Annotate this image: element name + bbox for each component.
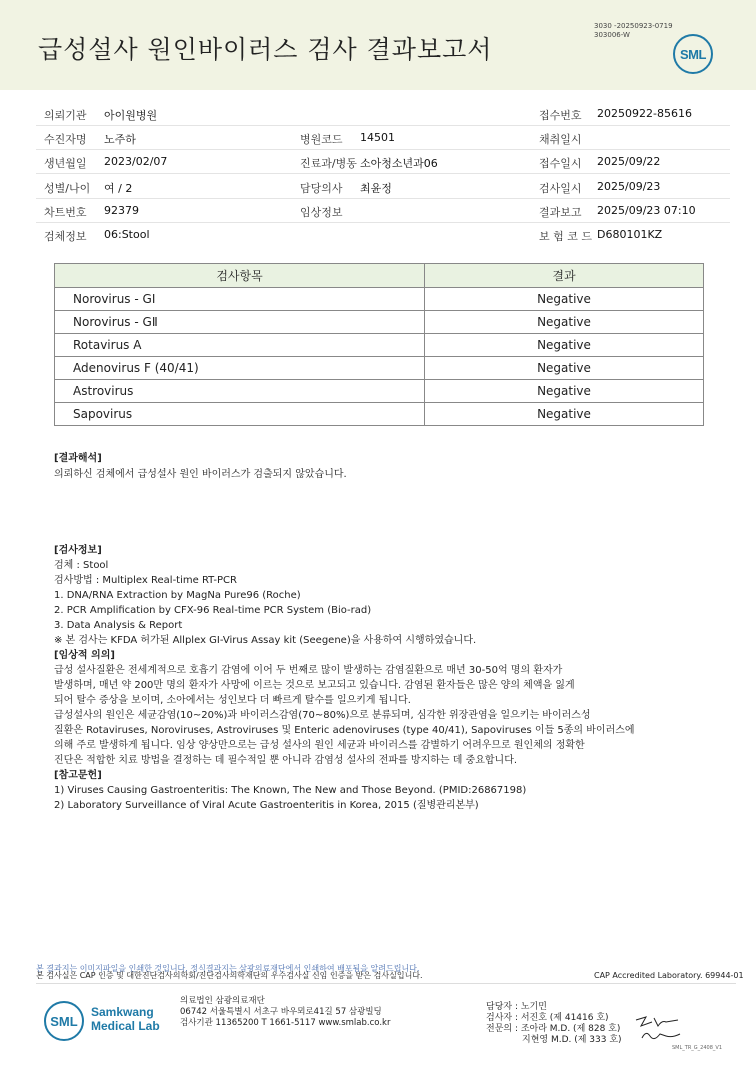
print-notice: 본 결과지는 이미지파일을 인쇄한 것입니다. 정식결과지는 삼광의료재단에서 인쇄하여 배포됨을 알려드립니다. [36,964,420,973]
test-item-cell: Norovirus - GⅠ [55,288,425,311]
sex-age-label: 성별/나이 [44,182,91,195]
document-code-line-1: 3030 -20250923-0719 [594,22,673,30]
clinical-significance-line: 되어 탈수 증상을 보이며, 소아에서는 성인보다 더 빠르게 탈수를 일으키게 됩니다. [54,695,411,706]
test-info-line: 2. PCR Amplification by CFX-96 Real-time PCR System (Bio-rad) [54,605,372,616]
doctor-value: 최윤정 [360,182,392,195]
footer-brand [91,1005,160,1033]
staff-list [486,1002,622,1046]
table-row [55,380,704,403]
chart-value: 92379 [104,204,139,217]
references-title: [참고문헌] [54,770,102,781]
table-row [55,311,704,334]
insurance-label: 보 험 코 드 [539,230,592,243]
test-info-line: 검사방법 : Multiplex Real-time RT-PCR [54,575,237,586]
doctor-label: 담당의사 [300,182,343,195]
document-code-line-2: 303006-W [594,31,630,39]
address-line-3: 검사기관 11365200 T 1661-5117 www.smlab.co.kr [180,1018,391,1028]
info-row-requester [36,101,730,126]
test-info-line: 검체 : Stool [54,560,109,571]
sml-logo-icon [673,34,713,74]
specimen-label: 검체정보 [44,230,87,243]
collection-date-label: 채취일시 [539,133,582,146]
column-header-item: 검사항목 [55,264,425,288]
birth-value: 2023/02/07 [104,155,168,168]
test-info-line: 1. DNA/RNA Extraction by MagNa Pure96 (Roche) [54,590,301,601]
form-code: SML_TR_G_2408_V1 [672,1045,723,1051]
table-row [55,288,704,311]
test-item-cell: Adenovirus F (40/41) [55,357,425,380]
info-row-birth [36,149,730,174]
interpretation-title: [결과해석] [54,453,102,464]
receipt-no-value: 20250922-85616 [597,107,692,120]
test-result-cell: Negative [425,311,704,334]
insurance-value: D680101KZ [597,228,663,241]
reference-line: 2) Laboratory Surveillance of Viral Acute Gastroenteritis in Korea, 2015 (질병관리본부) [54,800,479,811]
info-row-chart [36,198,730,223]
clinical-significance-line: 질환은 Rotaviruses, Noroviruses, Astroviruses 및 Enteric adenoviruses (type 40/41), Sapoviruses 이들 5종의 바이러스에 [54,725,635,736]
footer-sml-logo-icon [44,1001,84,1041]
test-result-cell: Negative [425,357,704,380]
info-row-sex-age [36,174,730,199]
test-result-cell: Negative [425,334,704,357]
clinical-significance-title: [임상적 의의] [54,650,115,661]
sml-logo-text: SML [680,46,706,62]
clinical-significance-line: 의해 주로 발생하게 됩니다. 임상 양상만으로는 급성 설사의 원인 세균과 바이러스를 감별하기 어려우므로 원인체의 정확한 [54,740,585,751]
clinical-significance-line: 발생하며, 매년 약 200만 명의 환자가 사망에 이르는 것으로 보고되고 있습니다. 감염된 환자들은 많은 양의 체액을 잃게 [54,680,575,691]
test-item-cell: Astrovirus [55,380,425,403]
reference-line: 1) Viruses Causing Gastroenteritis: The Known, The New and Those Beyond. (PMID:26867198) [54,785,527,796]
reported-label: 결과보고 [539,206,582,219]
document-code [594,22,673,40]
interpretation-text: 의뢰하신 검체에서 급성설사 원인 바이러스가 검출되지 않았습니다. [54,469,347,480]
test-item-cell: Rotavirus A [55,334,425,357]
brand-line-1: Samkwang [91,1005,154,1019]
staff-line-2: 검사자 : 서진호 (제 41416 호) [486,1013,609,1023]
test-result-cell: Negative [425,403,704,426]
address-line-1: 의료법인 삼광의료재단 [180,996,265,1006]
specimen-value: 06:Stool [104,228,150,241]
sex-age-value: 여 / 2 [104,182,133,195]
clinical-significance-line: 급성 설사질환은 전세계적으로 호흡기 감염에 이어 두 번째로 많이 발생하는 감염질환으로 매년 30-50억 명의 환자가 [54,665,563,676]
footer-address [180,996,390,1029]
requester-value: 아이원병원 [104,109,158,122]
test-info-title: [검사정보] [54,545,102,556]
received-label: 접수일시 [539,157,582,170]
name-label: 수진자명 [44,133,87,146]
staff-line-1: 담당자 : 노기민 [486,1002,547,1012]
staff-line-4: 지현영 M.D. (제 333 호) [522,1035,622,1045]
hospital-code-value: 14501 [360,131,395,144]
requester-label: 의뢰기관 [44,109,87,122]
test-item-cell: Norovirus - GⅡ [55,311,425,334]
footer-logo-text: SML [50,1013,78,1029]
birth-label: 생년월일 [44,157,87,170]
footer-divider [36,983,736,984]
address-line-2: 06742 서울특별시 서초구 바우뫼로41길 57 삼광빌딩 [180,1007,382,1017]
tested-label: 검사일시 [539,182,582,195]
department-value: 소아청소년과06 [360,157,438,170]
results-table [54,263,704,426]
interpretation-section [54,451,347,483]
test-result-cell: Negative [425,288,704,311]
hospital-code-label: 병원코드 [300,133,343,146]
clinical-label: 임상정보 [300,206,343,219]
results-header-row [55,264,704,288]
test-item-cell: Sapovirus [55,403,425,426]
name-value: 노주하 [104,133,136,146]
chart-label: 차트번호 [44,206,87,219]
info-row-name [36,125,730,150]
reported-value: 2025/09/23 07:10 [597,204,696,217]
clinical-significance-line: 급성설사의 원인은 세균감염(10~20%)과 바이러스감염(70~80%)으로 분류되며, 심각한 위장관염을 일으키는 바이러스성 [54,710,591,721]
brand-line-2: Medical Lab [91,1019,160,1033]
staff-line-3: 전문의 : 조아라 M.D. (제 828 호) [486,1024,621,1034]
receipt-no-label: 접수번호 [539,109,582,122]
clinical-significance-line: 진단은 적합한 치료 방법을 결정하는 데 필수적일 뿐 아니라 감염성 설사의 전파를 방지하는 데 중요합니다. [54,755,518,766]
tested-value: 2025/09/23 [597,180,661,193]
info-row-specimen [36,222,730,247]
test-info-line: 3. Data Analysis & Report [54,620,183,631]
test-info-line: ※ 본 검사는 KFDA 허가된 Allplex GI-Virus Assay kit (Seegene)을 사용하여 시행하였습니다. [54,635,477,646]
department-label: 진료과/병동 [300,157,357,170]
table-row [55,334,704,357]
test-info-section [54,543,714,813]
table-row [55,403,704,426]
certification-note: 본 검사실은 CAP 인증 및 대한진단검사의학회/진단검사의학재단의 우수검사실 신임 인증을 받은 검사실입니다. [36,971,423,980]
cap-accreditation: CAP Accredited Laboratory. 69944-01 [594,971,744,980]
received-value: 2025/09/22 [597,155,661,168]
table-row [55,357,704,380]
report-title: 급성설사 원인바이러스 검사 결과보고서 [38,35,493,64]
report-header [0,0,756,90]
column-header-result: 결과 [425,264,704,288]
signature-icon [632,1012,684,1044]
test-result-cell: Negative [425,380,704,403]
